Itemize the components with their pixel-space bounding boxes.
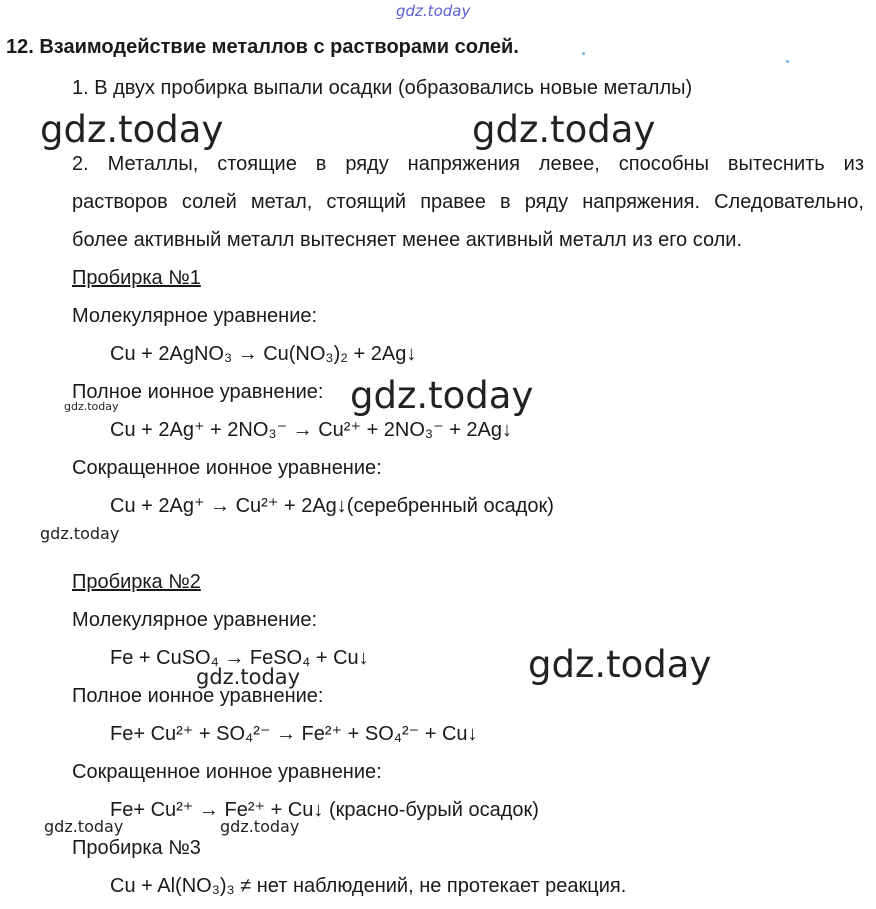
watermark-small-1: gdz.today — [40, 524, 120, 543]
tube-1-full-ionic-equation: Cu + 2Ag⁺ + 2NO₃⁻ → Cu²⁺ + 2NO₃⁻ + 2Ag↓ — [110, 419, 513, 441]
tube-2-heading: Пробирка №2 — [72, 571, 201, 593]
tube-1-molecular-equation: Cu + 2AgNO₃ → Cu(NO₃)₂ + 2Ag↓ — [110, 343, 417, 365]
tube-2-molecular-equation: Fe + CuSO₄ → FeSO₄ + Cu↓ — [110, 647, 369, 669]
tube-1-heading: Пробирка №1 — [72, 267, 201, 289]
watermark-small-2: gdz.today — [44, 817, 124, 836]
tube-3-equation: Cu + Al(NO₃)₃ ≠ нет наблюдений, не протекает реакция. — [110, 875, 627, 897]
decor-dot-2 — [786, 60, 789, 63]
point-2-line-2: растворов солей метал, стоящий правее в ряду напряжения. Следовательно, — [72, 191, 864, 213]
point-1: 1. В двух пробирка выпали осадки (образовались новые металлы) — [72, 77, 693, 99]
watermark-large-2: gdz.today — [472, 108, 656, 151]
watermark-top: gdz.today — [396, 2, 471, 20]
watermark-small-3: gdz.today — [220, 817, 300, 836]
watermark-mid: gdz.today — [196, 665, 301, 689]
tube-3-heading: Пробирка №3 — [72, 837, 201, 859]
tube-2-full-ionic-equation: Fe+ Cu²⁺ + SO₄²⁻ → Fe²⁺ + SO₄²⁻ + Cu↓ — [110, 723, 478, 745]
point-2-line-3: более активный металл вытесняет менее активный металл из его соли. — [72, 229, 743, 251]
tube-2-short-ionic-equation: Fe+ Cu²⁺ → Fe²⁺ + Cu↓ (красно-бурый осадок) — [110, 799, 539, 821]
tube-1-short-ionic-label: Сокращенное ионное уравнение: — [72, 457, 382, 479]
watermark-large-1: gdz.today — [40, 108, 224, 151]
watermark-large-4: gdz.today — [528, 643, 712, 686]
watermark-tiny: gdz.today — [64, 400, 119, 413]
tube-1-full-ionic-label: Полное ионное уравнение: — [72, 381, 324, 403]
point-2-line-1: 2. Металлы, стоящие в ряду напряжения левее, способны вытеснить из — [72, 153, 864, 175]
page-title: 12. Взаимодействие металлов с растворами солей. — [6, 36, 519, 58]
tube-1-short-ionic-equation: Cu + 2Ag⁺ → Cu²⁺ + 2Ag↓(серебренный осадок) — [110, 495, 554, 517]
tube-2-full-ionic-label: Полное ионное уравнение: — [72, 685, 324, 707]
tube-1-molecular-label: Молекулярное уравнение: — [72, 305, 318, 327]
decor-dot-1 — [582, 52, 585, 55]
watermark-large-3: gdz.today — [350, 374, 534, 417]
tube-2-molecular-label: Молекулярное уравнение: — [72, 609, 318, 631]
tube-2-short-ionic-label: Сокращенное ионное уравнение: — [72, 761, 382, 783]
